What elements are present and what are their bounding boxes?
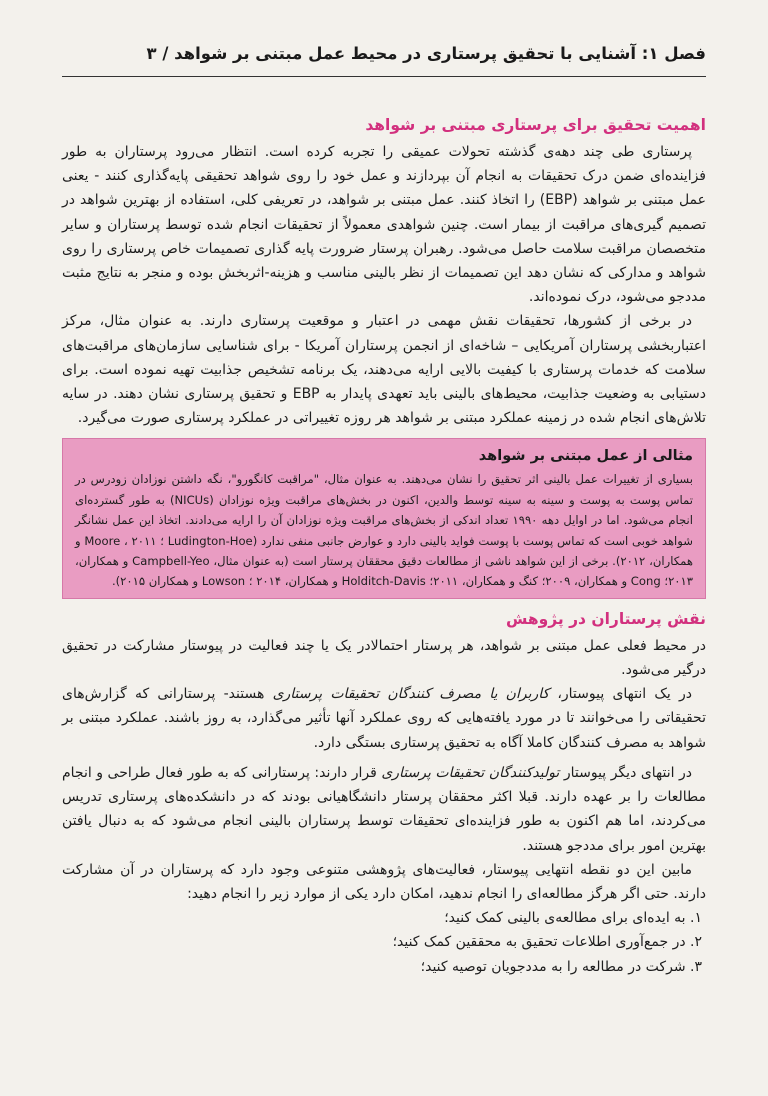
list-item: ۳. شرکت در مطالعه را به مددجویان توصیه کنید؛ [420, 958, 702, 975]
example-box-title: مثالی از عمل مبتنی بر شواهد [478, 448, 693, 465]
running-header: فصل ۱: آشنایی با تحقیق پرستاری در محیط عمل مبتنی بر شواهد / ۳ [146, 44, 706, 63]
text-run: در یک انتهای پیوستار، [549, 686, 692, 703]
paragraph: پرستاری طی چند دهه‌ی گذشته تحولات عمیقی را تجربه کرده است. انتظار می‌رود پرستاران به طور فزاینده‌ای ضمن درک تحقیقات به انجام آن بپردازند و عمل خود را روی شواهد تحقیقی پایه‌گذاری کنند - یعنی عمل مبتنی بر شواهد (EBP) را اتخاذ کنند. عمل مبتنی بر شواهد، در تعریفی کلی، استفاده از بهترین شواهد در تصمیم گیری‌های مراقبت از بیمار است. چنین شواهدی معمولاً از تحقیقات انجام شده توسط پرستاران و سایر متخصصان مراقبت سلامت حاصل می‌شود. رهبران پرستار ضرورت پایه گذاری تصمیمات خاص پرستاری را روی شواهد و مدارکی که نشان دهد این تصمیمات از نظر بالینی مناسب و هزینه-اثربخش بوده و منجر به نتایج مثبت مددجو می‌شود، درک نموده‌اند. [62, 144, 707, 306]
list-item: ۲. در جمع‌آوری اطلاعات تحقیق به محققین کمک کنید؛ [392, 934, 702, 951]
emphasis-text: تولیدکنندگان تحقیقات پرستاری [381, 764, 560, 781]
paragraph [62, 761, 706, 858]
example-box [62, 438, 706, 598]
paragraph: در برخی از کشورها، تحقیقات نقش مهمی در اعتبار و موقعیت پرستاری دارند. به عنوان مثال، مرکز اعتباربخشی پرستاران آمریکایی – شاخه‌ای از انجمن پرستاران آمریکا - برای شناسایی سازمان‌های مراقبت‌های سلامت که خدمات پرستاری با کیفیت بالایی ارایه می‌دهند، یک برنامه تشخیص جذابیت تهیه نموده است. برای دستیابی به وضعیت جذابیت، محیط‌های بالینی باید تعهدی پایدار به EBP و تحقیق پرستاری نشان دهند. در سایه تلاش‌های انجام شده در زمینه عملکرد مبتنی بر شواهد هر روزه تغییراتی در عملکرد پرستاری صورت می‌گیرد. [62, 313, 706, 427]
paragraph: در محیط فعلی عمل مبتنی بر شواهد، هر پرستار احتمالادر یک یا چند فعالیت در پیوستار مشارکت در تحقیق درگیر می‌شود. [62, 637, 706, 679]
list-item: ۱. به ایده‌ای برای مطالعه‌ی بالینی کمک کنید؛ [444, 910, 702, 927]
section-heading-evidence: اهمیت تحقیق برای پرستاری مبتنی بر شواهد [365, 116, 706, 134]
header-rule [62, 76, 706, 77]
text-run: در انتهای دیگر پیوستار [559, 764, 693, 781]
emphasis-text: کاربران یا مصرف کنندگان تحقیقات پرستاری [272, 686, 550, 703]
section-heading-roles: نقش پرستاران در پژوهش [505, 609, 706, 628]
paragraph [62, 682, 706, 755]
text-run: هستند- پرستارانی که گزارش‌های تحقیقاتی را می‌خوانند تا در مورد یافته‌هایی که روی عملکرد آنها تأثیر می‌گذارد، به روز باشند. عملکرد مبتنی بر شواهد به مصرف کنندگان کاملا آگاه به تحقیق پرستاری بستگی دارد. [62, 686, 706, 751]
example-box-body: بسیاری از تغییرات عمل بالینی اثر تحقیق را نشان می‌دهند. به عنوان مثال، "مراقبت کانگورو"، نگه داشتن نوزادان زودرس در تماس پوست به پوست و سینه به سینه توسط والدین، اکنون در بخش‌های مراقبت ویژه نوزادان (NICUs) به طور گسترده‌ای انجام می‌شود. اما در اوایل دهه ۱۹۹۰ تعداد اندکی از بخش‌های مراقبت ویژه نوزادان آن را ارایه می‌دادند. اتخاذ این عمل نشانگر شواهد خوبی است که تماس پوست با پوست فواید بالینی دارد و عوارض جانبی منفی ندارد (Ludington-Hoe ؛ ۲۰۱۱ ، Moore و همکاران، ۲۰۱۲). برخی از این شواهد ناشی از مطالعات دقیق محققان پرستار است (به عنوان مثال، Campbell-Yeo و همکاران، ۲۰۱۳؛ Cong و همکاران، ۲۰۰۹؛ کنگ و همکاران، ۲۰۱۱؛ Holditch-Davis و همکاران، ۲۰۱۴ ؛ Lowson و همکاران ۲۰۱۵). [75, 472, 693, 589]
paragraph: مابین این دو نقطه انتهایی پیوستار، فعالیت‌های پژوهشی متنوعی وجود دارد که پرستاران در آن مشارکت دارند. حتی اگر هرگز مطالعه‌ای را انجام ندهید، امکان دارد یکی از موارد زیر را انجام دهید: [62, 861, 706, 902]
page-content [62, 113, 706, 979]
text-run: قرار دارند: پرستارانی که به طور فعال طراحی و انجام مطالعات را بر عهده دارند. قبلا اکثر محققان پرستار دانشگاهیانی بودند که در دانشکده‌های پرستاری تدریس می‌کردند، اما هم اکنون به طور فزاینده‌ای تحقیقات توسط پرستاران بالینی انجام می‌شود که به دنبال یافتن بهترین امور برای مددجو هستند. [62, 764, 706, 854]
